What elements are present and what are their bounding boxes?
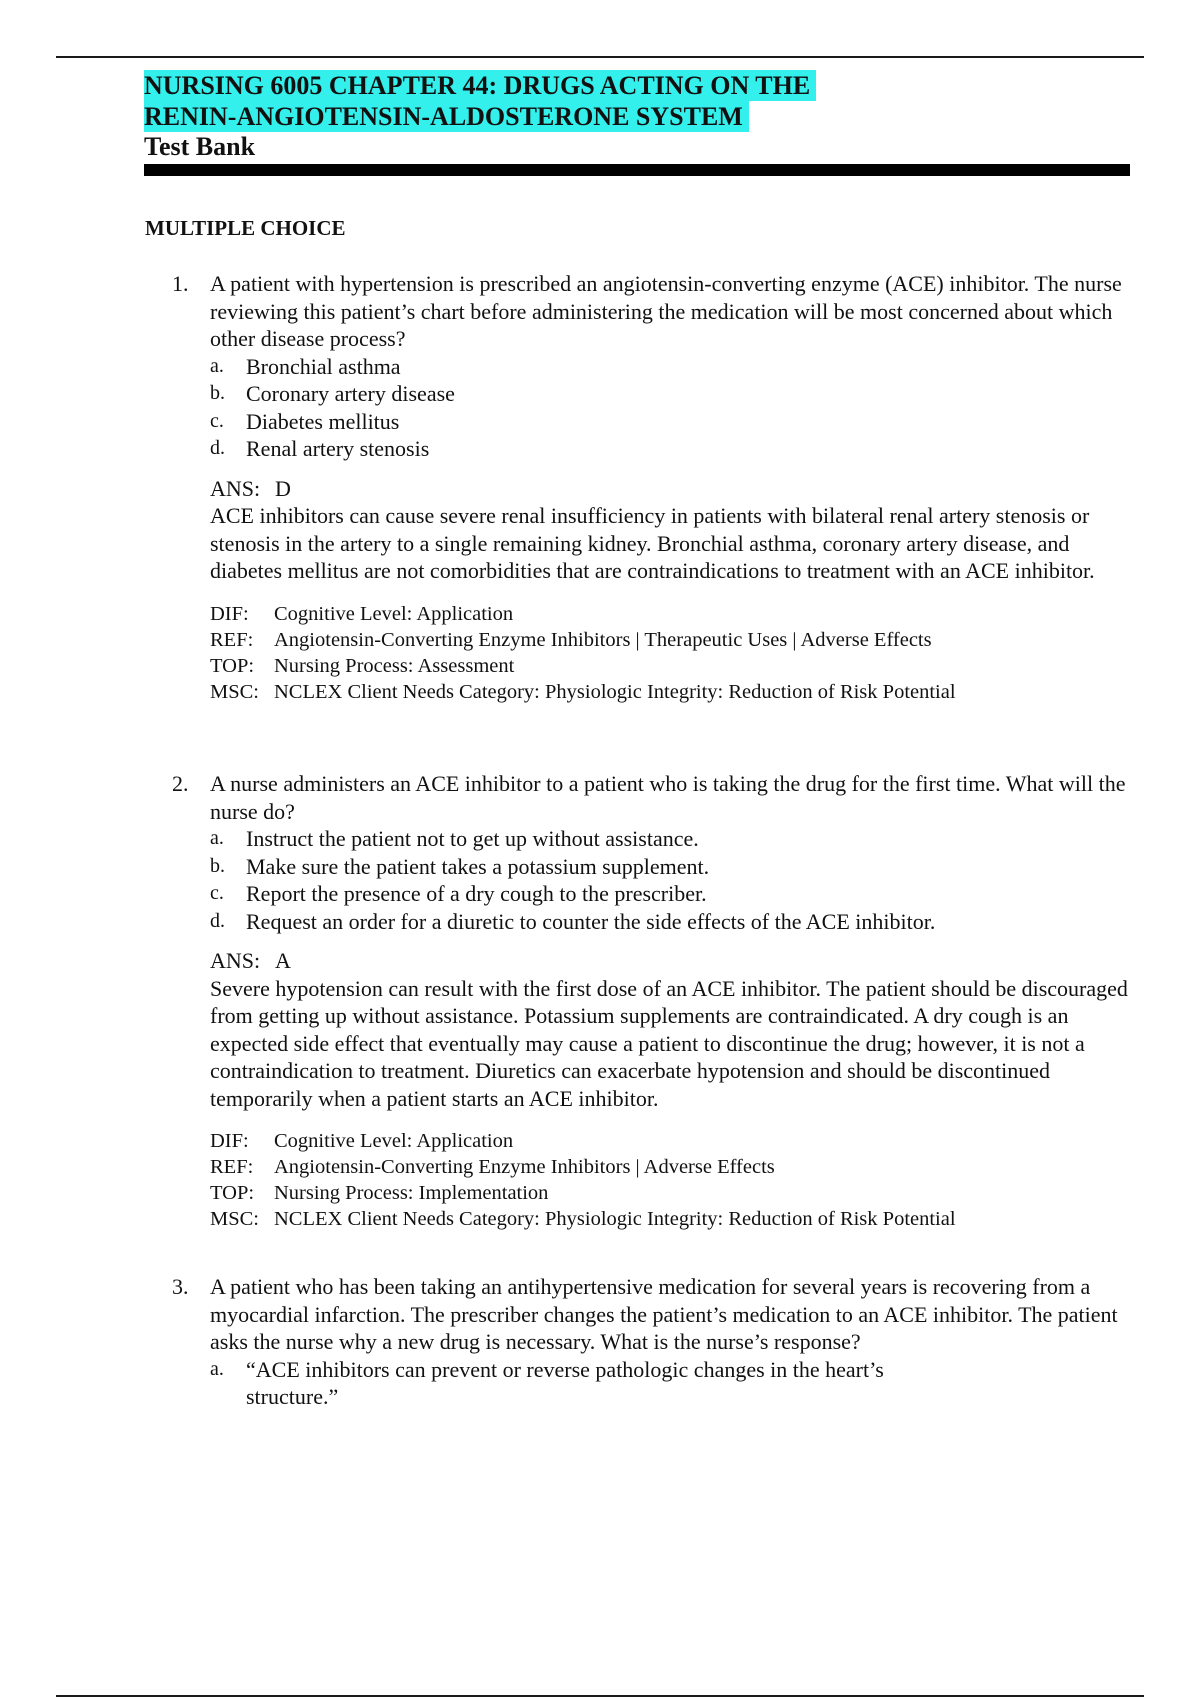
header-divider — [144, 164, 1130, 176]
answer-value: D — [275, 475, 291, 501]
option-c — [210, 880, 1132, 908]
question-stem: A nurse administers an ACE inhibitor to a patient who is taking the drug for the first time. What will the nurse do? — [210, 771, 1126, 824]
option-label: a. — [210, 1357, 224, 1380]
question-stem: A patient who has been taking an antihypertensive medication for several years is recovering from a myocardial infarction. The prescriber changes the patient’s medication to an ACE inhibitor. The patient asks the nurse why a new drug is necessary. What is the nurse’s response? — [210, 1274, 1118, 1354]
option-text: Make sure the patient takes a potassium supplement. — [246, 853, 710, 879]
meta-value: Angiotensin-Converting Enzyme Inhibitors | Therapeutic Uses | Adverse Effects — [274, 628, 932, 651]
section-heading: MULTIPLE CHOICE — [145, 216, 346, 240]
meta-key: TOP: — [210, 654, 255, 677]
option-text: Report the presence of a dry cough to the prescriber. — [246, 881, 707, 906]
option-label: c. — [210, 409, 224, 432]
top-rule — [56, 56, 1144, 58]
option-label: a. — [210, 354, 224, 377]
question-number: 2. — [172, 771, 189, 796]
meta-value: NCLEX Client Needs Category: Physiologic Integrity: Reduction of Risk Potential — [274, 1208, 956, 1230]
option-a — [210, 353, 1132, 381]
answer-label: ANS: — [210, 948, 261, 973]
title-line-2: RENIN-ANGIOTENSIN-ALDOSTERONE SYSTEM — [144, 101, 749, 132]
option-d — [210, 435, 1132, 463]
option-c — [210, 408, 1132, 436]
option-text: Instruct the patient not to get up without assistance. — [246, 826, 699, 851]
document-header — [144, 70, 1134, 162]
question-stem: A patient with hypertension is prescribed an angiotensin-converting enzyme (ACE) inhibitor. The nurse reviewing this patient’s chart before administering the medication will be most concerned about which other disease process? — [210, 271, 1122, 351]
option-b — [210, 853, 1132, 881]
bottom-rule — [56, 1695, 1144, 1697]
question-2 — [172, 770, 1132, 1232]
option-label: d. — [210, 909, 225, 932]
meta-value: Cognitive Level: Application — [274, 1130, 514, 1152]
option-label: c. — [210, 882, 224, 904]
option-label: b. — [210, 382, 225, 404]
question-3 — [172, 1273, 1132, 1411]
question-number: 1. — [172, 271, 189, 296]
option-a — [210, 1356, 1132, 1411]
option-d — [210, 908, 1132, 936]
option-text: “ACE inhibitors can prevent or reverse pathologic changes in the heart’s structure.” — [246, 1356, 884, 1409]
answer-value: A — [275, 948, 291, 973]
option-b — [210, 380, 1132, 408]
option-text: Bronchial asthma — [246, 353, 401, 379]
subtitle: Test Bank — [144, 132, 256, 161]
option-a — [210, 825, 1132, 853]
question-metadata — [210, 601, 1132, 705]
question-1 — [172, 270, 1132, 705]
meta-value: Nursing Process: Assessment — [274, 654, 515, 677]
option-label: b. — [210, 854, 225, 877]
answer-line — [210, 947, 1132, 975]
meta-key: REF: — [210, 628, 254, 651]
meta-value: NCLEX Client Needs Category: Physiologic Integrity: Reduction of Risk Potential — [274, 680, 956, 703]
rationale: ACE inhibitors can cause severe renal insufficiency in patients with bilateral renal artery stenosis or stenosis in the artery to a single remaining kidney. Bronchial asthma, coronary artery disease, and diabetes mellitus are not comorbidities that are contraindications to treatment with an ACE inhibitor. — [210, 503, 1095, 583]
meta-key: MSC: — [210, 680, 259, 703]
meta-key: DIF: — [210, 1130, 249, 1152]
meta-key: DIF: — [210, 602, 249, 625]
meta-value: Angiotensin-Converting Enzyme Inhibitors | Adverse Effects — [274, 1156, 775, 1178]
answer-label: ANS: — [210, 475, 261, 501]
option-text: Renal artery stenosis — [246, 436, 430, 461]
title-line-1: NURSING 6005 CHAPTER 44: DRUGS ACTING ON THE — [144, 70, 816, 101]
question-number: 3. — [172, 1274, 189, 1299]
option-label: a. — [210, 827, 224, 849]
option-text: Request an order for a diuretic to counter the side effects of the ACE inhibitor. — [246, 908, 936, 934]
meta-key: REF: — [210, 1156, 254, 1178]
answer-line — [210, 475, 1132, 503]
meta-value: Nursing Process: Implementation — [274, 1182, 549, 1204]
option-label: d. — [210, 437, 225, 459]
rationale: Severe hypotension can result with the first dose of an ACE inhibitor. The patient should be discouraged from getting up without assistance. Potassium supplements are contraindicated. A dry cough is an expected side effect that eventually may cause a patient to discontinue the drug; however, it is not a contraindication to treatment. Diuretics can exacerbate hypotension and should be discontinued temporarily when a patient starts an ACE inhibitor. — [210, 975, 1128, 1111]
meta-key: MSC: — [210, 1208, 259, 1230]
option-text: Coronary artery disease — [246, 381, 455, 406]
meta-key: TOP: — [210, 1182, 255, 1204]
option-text: Diabetes mellitus — [246, 408, 400, 434]
question-metadata — [210, 1128, 1132, 1232]
meta-value: Cognitive Level: Application — [274, 602, 514, 625]
